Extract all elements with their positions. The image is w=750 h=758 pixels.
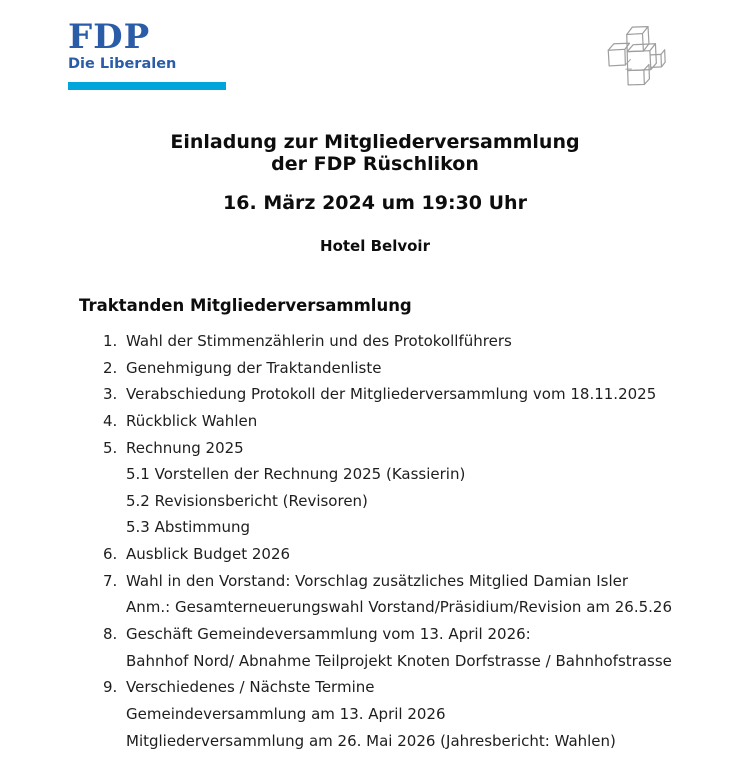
sketch-3d-swiss-cross-icon bbox=[598, 16, 674, 90]
list-item-marker: 3. bbox=[103, 385, 118, 404]
event-datetime: 16. März 2024 um 19:30 Uhr bbox=[223, 192, 527, 214]
list-item-text: Geschäft Gemeindeversammlung vom 13. April 2026: bbox=[126, 625, 531, 644]
list-item-text: Verschiedenes / Nächste Termine bbox=[126, 678, 375, 697]
list-item-marker: 8. bbox=[103, 625, 118, 644]
list-item-marker: 6. bbox=[103, 545, 118, 564]
list-item bbox=[103, 732, 710, 758]
list-item-marker: 4. bbox=[103, 411, 118, 430]
list-item bbox=[103, 439, 710, 466]
list-item bbox=[103, 465, 710, 492]
list-item bbox=[103, 705, 710, 732]
list-item bbox=[103, 412, 710, 439]
list-item-marker: 1. bbox=[103, 332, 118, 350]
page-title-line1: Einladung zur Mitgliederversammlung bbox=[170, 131, 580, 153]
list-item bbox=[103, 385, 710, 412]
page-title-line2: der FDP Rüschlikon bbox=[271, 153, 479, 175]
list-item-marker: 5. bbox=[103, 438, 118, 457]
list-item-marker: 7. bbox=[103, 571, 118, 590]
list-item bbox=[103, 332, 710, 359]
list-item-text: Bahnhof Nord/ Abnahme Teilprojekt Knoten Dorfstrasse / Bahnhofstrasse bbox=[126, 651, 672, 670]
list-item bbox=[103, 545, 710, 572]
fdp-logo bbox=[68, 17, 226, 90]
page-title bbox=[0, 131, 750, 175]
list-item bbox=[103, 359, 710, 386]
fdp-logo-subtitle: Die Liberalen bbox=[68, 56, 177, 72]
list-item-marker: 2. bbox=[103, 358, 118, 377]
list-item bbox=[103, 572, 710, 599]
list-item-text: Anm.: Gesamterneuerungswahl Vorstand/Präsidium/Revision am 26.5.26 bbox=[126, 598, 673, 617]
list-item bbox=[103, 518, 710, 545]
list-item-text: Verabschiedung Protokoll der Mitgliederversammlung vom 18.11.2025 bbox=[126, 385, 657, 404]
list-item-text: Genehmigung der Traktandenliste bbox=[126, 358, 382, 377]
list-item-text: 5.2 Revisionsbericht (Revisoren) bbox=[126, 491, 368, 510]
list-item bbox=[103, 598, 710, 625]
list-item-text: Mitgliederversammlung am 26. Mai 2026 (Jahresbericht: Wahlen) bbox=[126, 731, 616, 750]
list-item bbox=[103, 492, 710, 519]
list-item-text: Rechnung 2025 bbox=[126, 438, 244, 457]
list-item bbox=[103, 678, 710, 705]
agenda-list bbox=[103, 332, 710, 758]
list-item-text: Gemeindeversammlung am 13. April 2026 bbox=[126, 704, 446, 723]
fdp-logo-underline-bar bbox=[68, 82, 226, 90]
event-venue: Hotel Belvoir bbox=[320, 237, 430, 255]
list-item-text: Rückblick Wahlen bbox=[126, 411, 258, 430]
fdp-logo-acronym: FDP bbox=[68, 17, 151, 57]
list-item bbox=[103, 652, 710, 679]
list-item-text: Wahl in den Vorstand: Vorschlag zusätzliches Mitglied Damian Isler bbox=[126, 571, 629, 590]
agenda-heading: Traktanden Mitgliederversammlung bbox=[79, 296, 412, 315]
list-item-marker: 9. bbox=[103, 678, 118, 697]
list-item bbox=[103, 625, 710, 652]
list-item-text: 5.1 Vorstellen der Rechnung 2025 (Kassierin) bbox=[126, 465, 466, 484]
list-item-text: Wahl der Stimmenzählerin und des Protokollführers bbox=[126, 332, 512, 350]
list-item-text: 5.3 Abstimmung bbox=[126, 518, 251, 537]
list-item-text: Ausblick Budget 2026 bbox=[126, 545, 291, 564]
